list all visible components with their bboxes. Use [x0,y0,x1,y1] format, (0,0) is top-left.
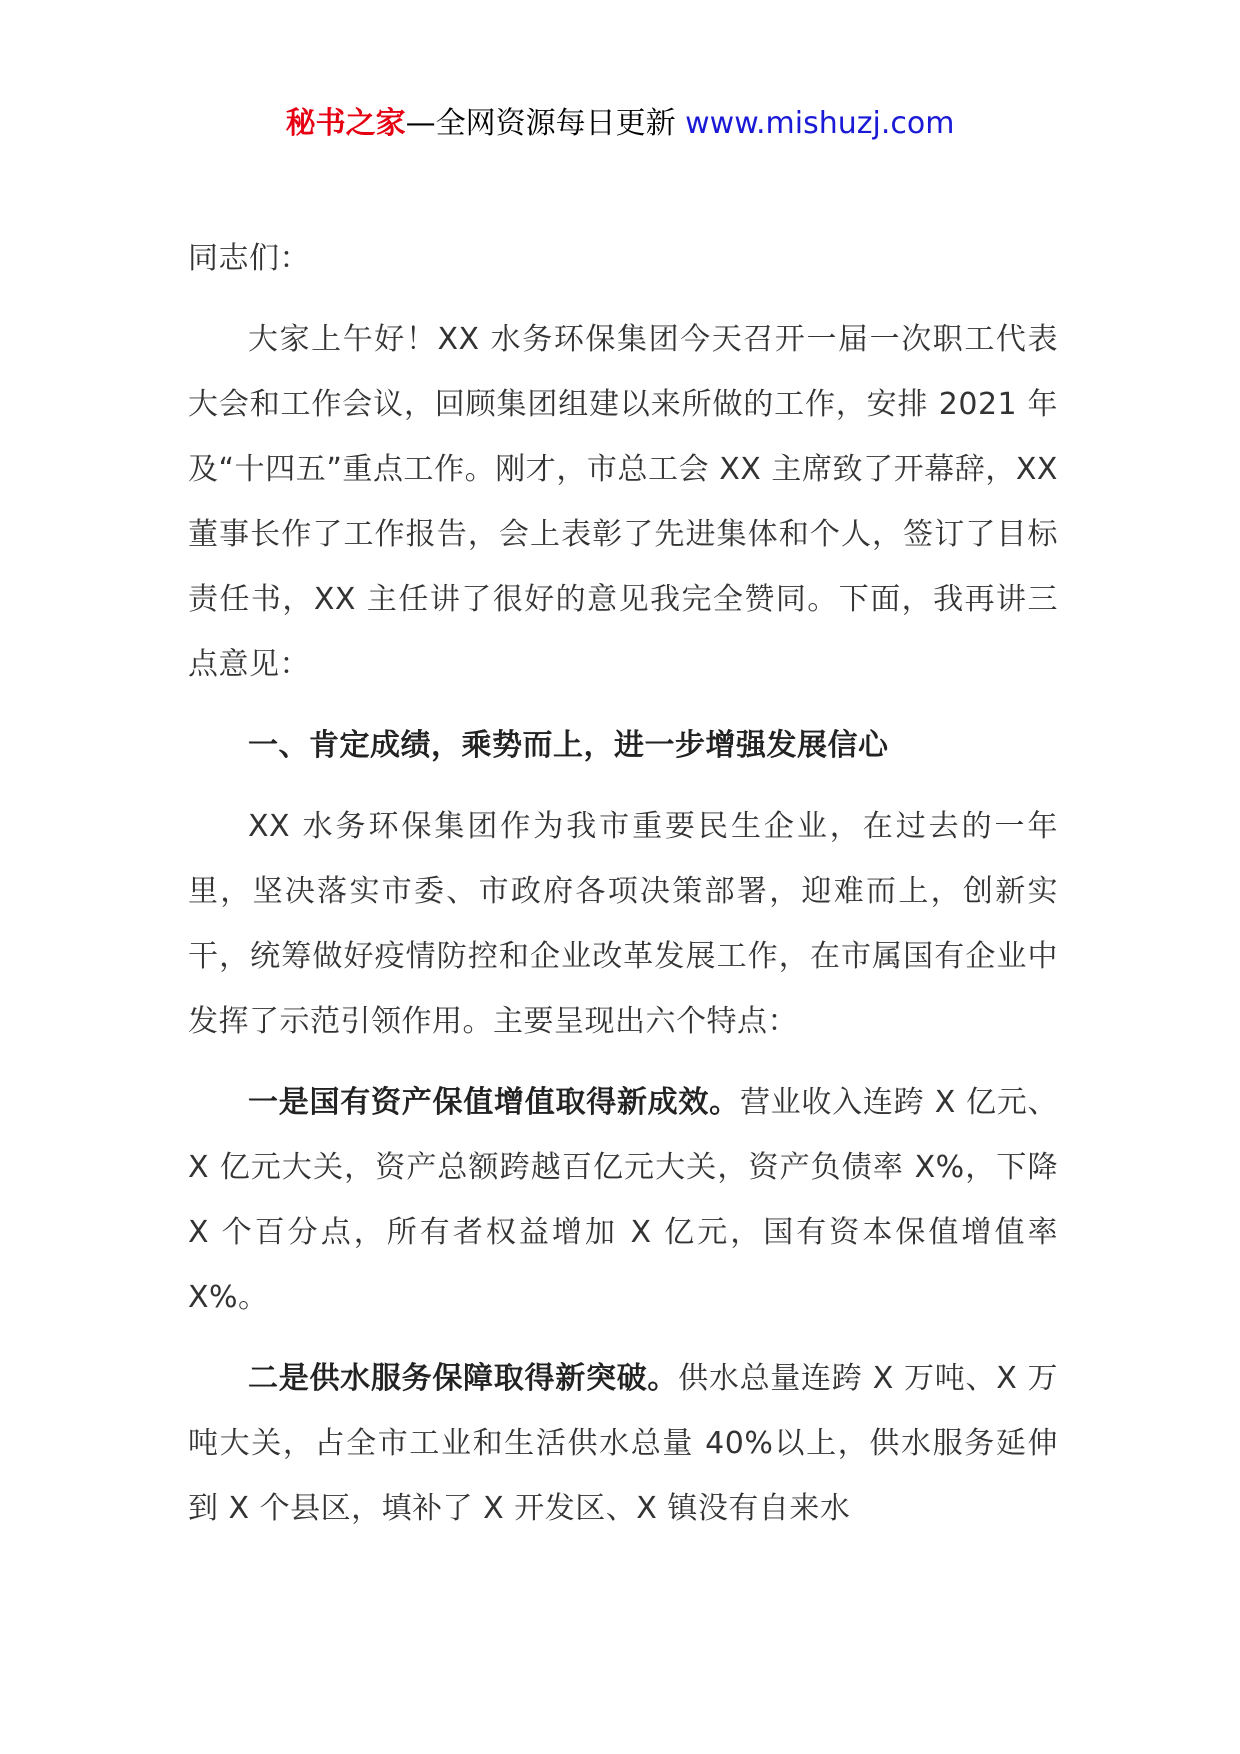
header-slogan: —全网资源每日更新 [405,106,676,141]
point-2-paragraph [188,1346,1058,1541]
point-2-lead: 二是供水服务保障取得新突破。 [248,1361,679,1396]
point-1-lead: 一是国有资产保值增值取得新成效。 [248,1085,740,1120]
section-1-intro-paragraph: XX 水务环保集团作为我市重要民生企业，在过去的一年里，坚决落实市委、市政府各项决策部署，迎难而上，创新实干，统筹做好疫情防控和企业改革发展工作，在市属国有企业中发挥了示范引领作用。主要呈现出六个特点： [188,809,1058,1039]
section-heading-1: 一、肯定成绩，乘势而上，进一步增强发展信心 [248,728,889,763]
point-1-paragraph [188,1070,1058,1330]
point-2-text: 供水总量连跨 X 万吨、X 万吨大关，占全市工业和生活供水总量 40%以上，供水服务延伸到 X 个县区，填补了 X 开发区、X 镇没有自来水 [188,1361,1059,1526]
brand-name: 秘书之家 [285,106,406,141]
document-body [188,226,1058,1557]
intro-paragraph: 大家上午好！XX 水务环保集团今天召开一届一次职工代表大会和工作会议，回顾集团组建以来所做的工作，安排 2021 年及“十四五”重点工作。刚才，市总工会 XX 主席致了开幕辞，XX 董事长作了工作报告，会上表彰了先进集体和个人，签订了目标责任书，XX 主任讲了很好的意见我完全赞同。下面，我再讲三点意见： [188,322,1058,682]
point-1-text: 营业收入连跨 X 亿元、X 亿元大关，资产总额跨越百亿元大关，资产负债率 X%，下降 X 个百分点，所有者权益增加 X 亿元，国有资本保值增值率 X%。 [188,1085,1059,1315]
greeting: 同志们： [188,241,310,276]
site-url-link[interactable]: www.mishuzj.com [685,106,955,141]
page-header [0,100,1240,148]
